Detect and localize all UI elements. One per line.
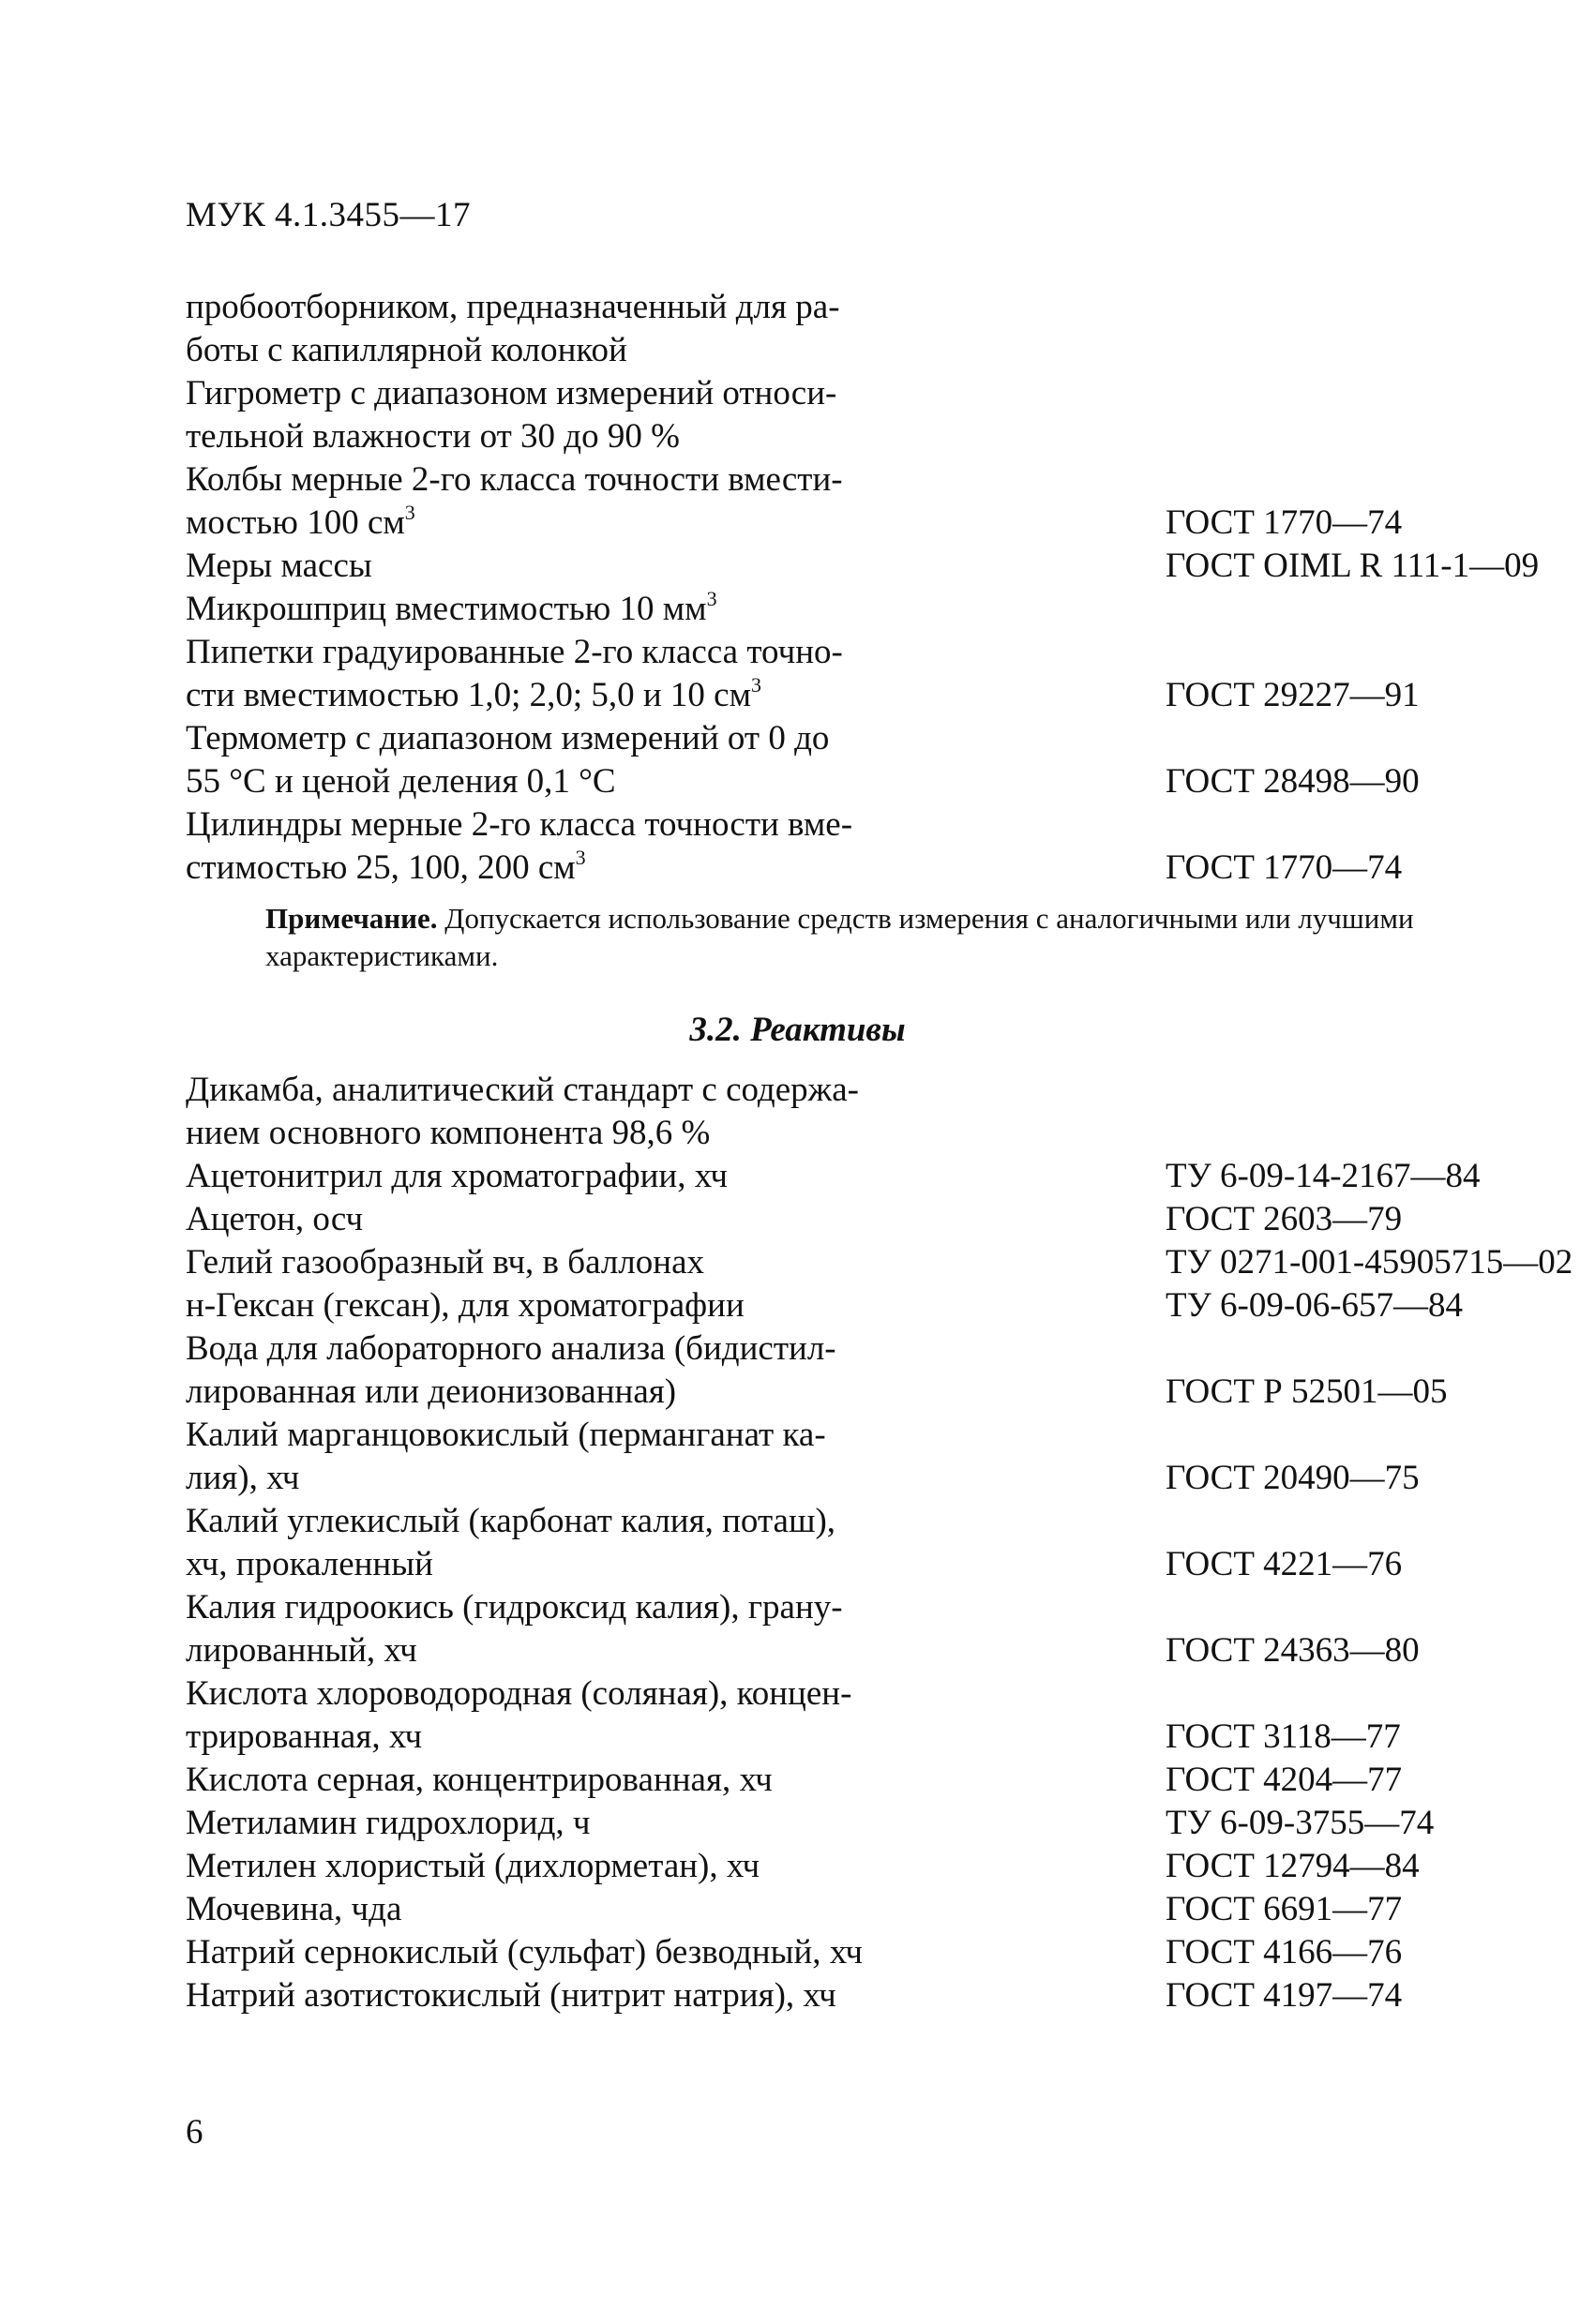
- reagent-item: [186, 1888, 1461, 1931]
- equipment-item: [186, 717, 1461, 803]
- item-name-line: Вода для лабораторного анализа (бидистил-: [186, 1329, 836, 1368]
- equipment-item: [186, 803, 1461, 890]
- item-name-text: стимостью 25, 100, 200 см: [186, 848, 576, 887]
- item-name-line: пробоотборником, предназначенный для ра-: [186, 288, 840, 326]
- item-name-line: [186, 674, 983, 717]
- item-name: [186, 1888, 983, 1931]
- item-name: [186, 1155, 983, 1198]
- item-name-text: мостью 100 см: [186, 503, 405, 542]
- unit-exponent: 3: [404, 500, 415, 524]
- item-name: [186, 1802, 983, 1845]
- item-name-line: Цилиндры мерные 2-го класса точности вме-: [186, 805, 853, 844]
- equipment-item: [186, 588, 1461, 631]
- item-name: [186, 1284, 983, 1327]
- item-name: [186, 1586, 983, 1672]
- reagent-item: [186, 1284, 1464, 1327]
- unit-exponent: 3: [575, 845, 586, 869]
- item-standard: ГОСТ 28498—90: [1166, 762, 1420, 801]
- reagent-item: [186, 1198, 1461, 1241]
- item-name: [186, 1198, 983, 1241]
- item-name: [186, 803, 983, 890]
- reagent-item: [186, 1155, 1481, 1198]
- equipment-list: [186, 286, 1540, 890]
- item-standard: ГОСТ 4166—76: [1166, 1933, 1403, 1972]
- reagent-item: [186, 1327, 1461, 1414]
- item-standard: ТУ 6-09-3755—74: [1166, 1804, 1435, 1842]
- item-standard: ГОСТ 24363—80: [1166, 1631, 1420, 1670]
- equipment-item: [186, 286, 1461, 372]
- item-standard: ГОСТ 1770—74: [1166, 503, 1403, 542]
- item-standard: ГОСТ 20490—75: [1166, 1459, 1420, 1497]
- item-name-line: [186, 502, 983, 545]
- reagent-item: [186, 1500, 1461, 1586]
- item-name-line: Калий марганцовокислый (перманганат ка-: [186, 1416, 826, 1454]
- item-name: [186, 631, 983, 717]
- reagent-item: [186, 1414, 1461, 1500]
- note-text: Допускается использование средств измерения с аналогичными или лучшими характеристиками.: [265, 902, 1414, 972]
- equipment-item: [186, 631, 1461, 717]
- equipment-item: [186, 458, 1461, 545]
- reagent-item: [186, 1931, 1461, 1974]
- item-name: [186, 1974, 983, 2017]
- item-name-line: боты с капиллярной колонкой: [186, 331, 627, 369]
- item-name-line: лия), хч: [186, 1459, 300, 1497]
- item-standard: ГОСТ 4197—74: [1166, 1976, 1403, 2015]
- reagent-item: [186, 1672, 1461, 1759]
- item-name-line: Метиламин гидрохлорид, ч: [186, 1804, 591, 1842]
- item-name: [186, 588, 983, 631]
- item-name-line: Натрий сернокислый (сульфат) безводный, хч: [186, 1933, 864, 1972]
- item-name-line: Пипетки градуированные 2-го класса точно-: [186, 633, 843, 671]
- item-name: [186, 1845, 983, 1888]
- item-name-line: [186, 847, 983, 890]
- item-name: [186, 1500, 983, 1586]
- document-id: МУК 4.1.3455—17: [186, 196, 472, 234]
- item-standard: ГОСТ 12794—84: [1166, 1847, 1420, 1885]
- item-name-line: лированная или деионизованная): [186, 1372, 677, 1411]
- item-name: [186, 1069, 983, 1155]
- item-standard: ТУ 0271-001-45905715—02: [1166, 1243, 1573, 1282]
- item-standard: ГОСТ 4221—76: [1166, 1545, 1403, 1583]
- reagent-item: [186, 1241, 1573, 1284]
- section-title: 3.2. Реактивы: [689, 1011, 906, 1049]
- item-name-line: 55 °С и ценой деления 0,1 °С: [186, 762, 616, 801]
- item-name-line: трированная, хч: [186, 1717, 423, 1756]
- item-name: [186, 1241, 983, 1284]
- item-standard: ТУ 6-09-06-657—84: [1166, 1286, 1464, 1325]
- item-standard: ГОСТ 1770—74: [1166, 848, 1403, 887]
- reagents-list: [186, 1069, 1573, 2017]
- item-standard: ГОСТ 29227—91: [1166, 676, 1420, 714]
- reagent-item: [186, 1974, 1461, 2017]
- reagent-item: [186, 1069, 1461, 1155]
- item-name: [186, 717, 983, 803]
- item-name: [186, 372, 983, 458]
- item-standard: ТУ 6-09-14-2167—84: [1166, 1157, 1481, 1195]
- equipment-item: [186, 545, 1540, 588]
- item-name-line: Кислота хлороводородная (соляная), концен-: [186, 1674, 852, 1713]
- item-name-line: Гигрометр с диапазоном измерений относи-: [186, 374, 837, 412]
- reagent-item: [186, 1802, 1461, 1845]
- item-standard: ГОСТ OIML R 111-1—09: [1166, 547, 1540, 585]
- item-standard: ГОСТ 2603—79: [1166, 1200, 1403, 1238]
- item-name: [186, 1672, 983, 1759]
- item-standard: ГОСТ Р 52501—05: [1166, 1372, 1448, 1411]
- item-name: [186, 458, 983, 545]
- item-standard: ГОСТ 6691—77: [1166, 1890, 1403, 1928]
- item-name-line: Ацетон, осч: [186, 1200, 364, 1238]
- item-name: [186, 1414, 983, 1500]
- item-standard: ГОСТ 4204—77: [1166, 1761, 1403, 1799]
- item-name-line: Колбы мерные 2-го класса точности вмести-: [186, 460, 843, 499]
- item-name-line: Кислота серная, концентрированная, хч: [186, 1761, 773, 1799]
- item-name-line: Ацетонитрил для хроматографии, хч: [186, 1157, 728, 1195]
- item-name-line: [186, 588, 983, 631]
- item-name-line: тельной влажности от 30 до 90 %: [186, 417, 680, 456]
- item-name-line: Натрий азотистокислый (нитрит натрия), хч: [186, 1976, 836, 2015]
- item-name-line: Мочевина, чда: [186, 1890, 402, 1928]
- item-name-line: Дикамба, аналитический стандарт с содержа-: [186, 1071, 859, 1109]
- item-name-line: хч, прокаленный: [186, 1545, 433, 1583]
- item-name-line: Калий углекислый (карбонат калия, поташ),: [186, 1502, 836, 1540]
- unit-exponent: 3: [706, 586, 717, 610]
- reagent-item: [186, 1759, 1461, 1802]
- item-name-line: лированный, хч: [186, 1631, 417, 1670]
- page-number: 6: [186, 2113, 203, 2152]
- item-name-line: нием основного компонента 98,6 %: [186, 1114, 711, 1152]
- item-name-line: Меры массы: [186, 547, 372, 585]
- item-name: [186, 545, 983, 588]
- note-label: Примечание.: [265, 902, 438, 935]
- reagent-item: [186, 1845, 1461, 1888]
- item-name-text: Микрошприц вместимостью 10 мм: [186, 590, 707, 628]
- item-name: [186, 1931, 983, 1974]
- item-name-line: Калия гидроокись (гидроксид калия), грану-: [186, 1588, 843, 1627]
- item-standard: ГОСТ 3118—77: [1166, 1717, 1401, 1756]
- item-name-line: н-Гексан (гексан), для хроматографии: [186, 1286, 745, 1325]
- item-name: [186, 1327, 983, 1414]
- item-name-line: Термометр с диапазоном измерений от 0 до: [186, 719, 830, 757]
- item-name-line: Метилен хлористый (дихлорметан), хч: [186, 1847, 760, 1885]
- item-name-line: Гелий газообразный вч, в баллонах: [186, 1243, 704, 1282]
- note: [265, 900, 1447, 975]
- unit-exponent: 3: [751, 672, 762, 697]
- equipment-item: [186, 372, 1461, 458]
- item-name-text: сти вместимостью 1,0; 2,0; 5,0 и 10 см: [186, 676, 752, 714]
- item-name: [186, 286, 983, 372]
- item-name: [186, 1759, 983, 1802]
- reagent-item: [186, 1586, 1461, 1672]
